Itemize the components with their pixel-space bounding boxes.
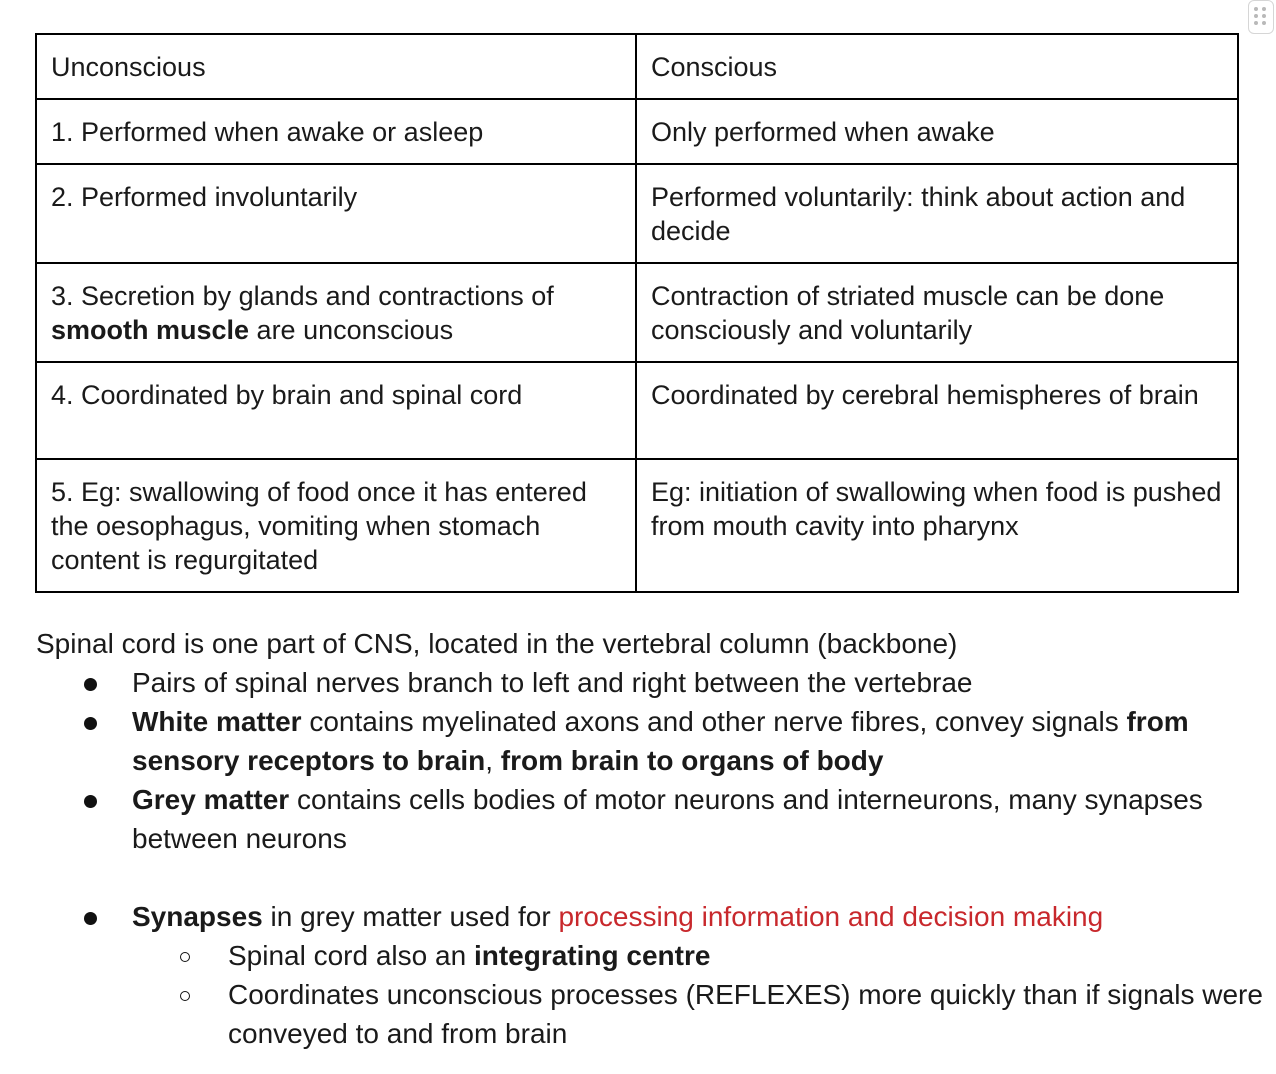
comparison-table: [35, 33, 1239, 593]
bullet-icon: [84, 678, 97, 691]
list-item: Synapses in grey matter used for processing information and decision making Spinal cord also an integrating centre Coordinates unconscious processes (REFLEXES) more quickly than if signals were conveyed to and from brain: [36, 897, 1266, 1053]
table-cell: Performed voluntarily: think about action and decide: [636, 164, 1238, 263]
table-row: [36, 99, 1238, 164]
table-row: [36, 362, 1238, 459]
bullet-list: [36, 897, 1266, 1053]
table-header-cell: Conscious: [636, 34, 1238, 99]
list-item: Grey matter contains cells bodies of motor neurons and interneurons, many synapses between neurons: [36, 780, 1266, 858]
table-header-row: [36, 34, 1238, 99]
table-cell: 2. Performed involuntarily: [36, 164, 636, 263]
table-row: [36, 263, 1238, 362]
table-cell: Only performed when awake: [636, 99, 1238, 164]
hollow-bullet-icon: [180, 952, 190, 962]
blank-line: [36, 858, 1266, 897]
table-cell: Eg: initiation of swallowing when food is pushed from mouth cavity into pharynx: [636, 459, 1238, 592]
list-item: Pairs of spinal nerves branch to left and right between the vertebrae: [36, 663, 1266, 702]
drag-handle-icon[interactable]: [1248, 0, 1274, 34]
list-item: White matter contains myelinated axons and other nerve fibres, convey signals from sensory receptors to brain, from brain to organs of body: [36, 702, 1266, 780]
sub-list-item: Coordinates unconscious processes (REFLEXES) more quickly than if signals were conveyed to and from brain: [132, 975, 1266, 1053]
table-cell: Coordinated by cerebral hemispheres of brain: [636, 362, 1238, 459]
table-cell: 5. Eg: swallowing of food once it has entered the oesophagus, vomiting when stomach content is regurgitated: [36, 459, 636, 592]
table-cell: 3. Secretion by glands and contractions of smooth muscle are unconscious: [36, 263, 636, 362]
bullet-list: [36, 663, 1266, 858]
bullet-icon: [84, 795, 97, 808]
sub-list-item: Spinal cord also an integrating centre: [132, 936, 1266, 975]
table-cell: 1. Performed when awake or asleep: [36, 99, 636, 164]
hollow-bullet-icon: [180, 991, 190, 1001]
highlighted-text: processing information and decision making: [558, 901, 1104, 932]
sub-list: [132, 936, 1266, 1053]
table-cell: 4. Coordinated by brain and spinal cord: [36, 362, 636, 459]
table-row: [36, 459, 1238, 592]
bullet-icon: [84, 717, 97, 730]
table-cell: Contraction of striated muscle can be done consciously and voluntarily: [636, 263, 1238, 362]
table-header-cell: Unconscious: [36, 34, 636, 99]
bullet-icon: [84, 912, 97, 925]
table-row: [36, 164, 1238, 263]
lead-paragraph: Spinal cord is one part of CNS, located in the vertebral column (backbone): [36, 628, 958, 659]
notes-section: [36, 624, 1266, 1053]
